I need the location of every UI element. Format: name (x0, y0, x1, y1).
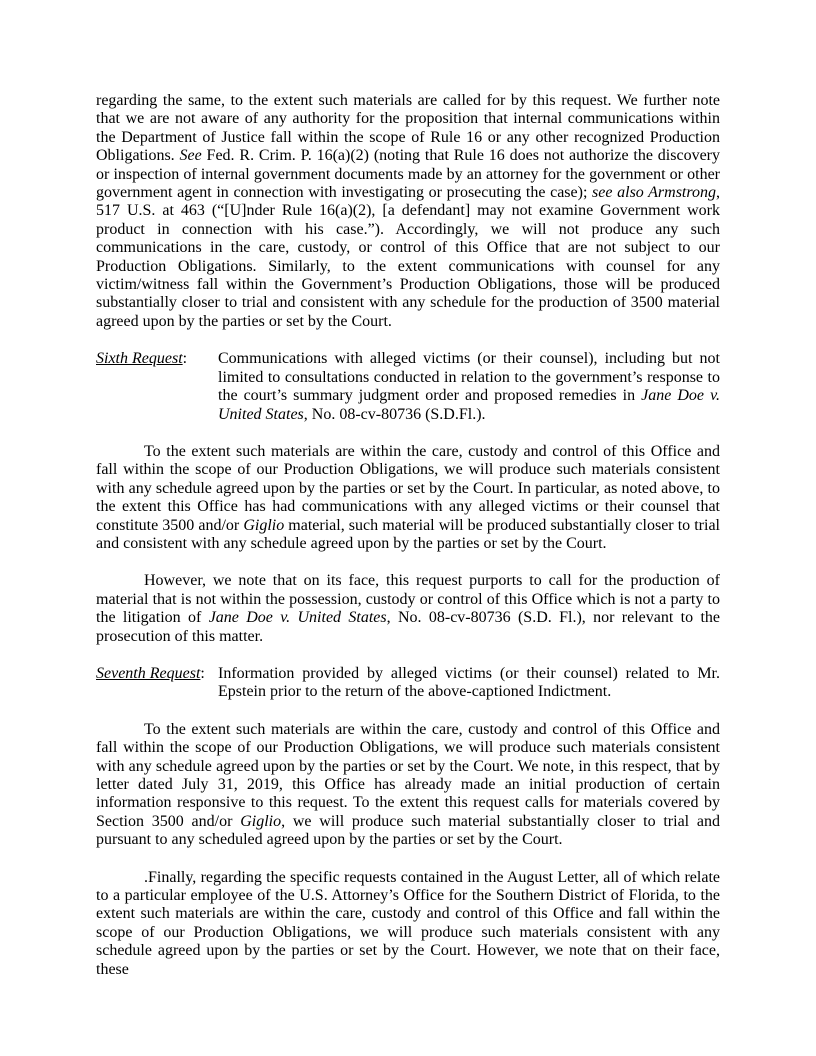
paragraph-august-letter (96, 869, 720, 979)
request-body (218, 665, 720, 702)
text-run: Communications with alleged victims (or their counsel), including but not limited to consultations conducted in relation to the government’s response to the court’s summary judgment order and proposed remedies in (218, 350, 720, 405)
text-run: material, such material will be produced substantially closer to trial and consistent with any schedule agreed upon by the parties or set by the Court. (96, 516, 720, 552)
request-block-seventh (96, 665, 720, 702)
text-run: To the extent such materials are within the care, custody and control of this Office and fall within the scope of our Production Obligations, we will produce such materials consistent with any schedule agreed upon by the parties or set by the Court. We note, in this respect, that by letter dated July 31, 2019, this Office has already made an initial production of certain information responsive to this request. To the extent this request calls for materials covered by Section 3500 and/or (96, 720, 720, 830)
text-run: Information provided by alleged victims (or their counsel) related to Mr. Epstein prior to the return of the above-captioned Indictment. (218, 664, 720, 701)
text-run: regarding the same, to the extent such materials are called for by this request. We further note that we are not aware of any authority for the proposition that internal communications within the Department of Justice fall within the scope of Rule 16 or any other recognized Production Obligations. (96, 92, 720, 165)
text-run: See (179, 147, 202, 165)
request-label-text: Seventh Request (96, 664, 201, 682)
text-run: Jane Doe v. United States (218, 387, 720, 423)
request-label-colon: : (182, 350, 188, 368)
text-run: , 517 U.S. at 463 (“[U]nder Rule 16(a)(2), [a defendant] may not examine Government work product in connection with his case.”). Accordingly, we will not produce any such communications in the care, custody, or control of this Office that are not subject to our Production Obligations. Similarly, to the extent communications with counsel for any victim/witness fall within the Government’s Production Obligations, those will be produced substantially closer to trial and consistent with any schedule for the production of 3500 material agreed upon by the parties or set by the Court. (96, 184, 720, 330)
text-run: , No. 08-cv-80736 (S.D.Fl.). (303, 405, 486, 423)
text-run: However, we note that on its face, this request purports to call for the production of material that is not within the possession, custody or control of this Office which is not a party to the litigation of (96, 572, 720, 627)
request-label (96, 350, 187, 368)
text-run: .Finally, regarding the specific requests contained in the August Letter, all of which relate to a particular employee of the U.S. Attorney’s Office for the Southern District of Florida, to the extent such materials are within the care, custody and control of this Office and fall within the scope of our Production Obligations, we will produce such materials consistent with any schedule agreed upon by the parties or set by the Court. However, we note that on their face, these (96, 868, 720, 978)
request-label-colon: : (200, 664, 205, 682)
request-label-text: Sixth Request (96, 350, 183, 368)
paragraph-sixth-response-1 (96, 443, 720, 553)
text-run: Fed. R. Crim. P. 16(a)(2) (noting that Rule 16 does not authorize the discovery or inspection of internal government documents made by an attorney for the government or other government agent in connection with investigating or prosecuting the case); (96, 147, 721, 202)
request-body (218, 350, 720, 424)
text-run: Jane Doe v. United States (208, 609, 387, 627)
paragraph-seventh-response (96, 721, 720, 850)
text-run: Giglio (243, 516, 285, 534)
paragraph-sixth-response-2 (96, 572, 720, 646)
text-run: see also Armstrong (592, 184, 716, 202)
text-run: To the extent such materials are within the care, custody and control of this Office and fall within the scope of our Production Obligations, we will produce such materials consistent with any schedule agreed upon by the parties or set by the Court. In particular, as noted above, to the extent this Office has had communications with any alleged victims or their counsel that constitute 3500 and/or (96, 442, 720, 534)
request-label (96, 665, 205, 683)
paragraph-continuation (96, 92, 720, 331)
text-run: Giglio (240, 812, 282, 830)
text-run: , we will produce such material substantially closer to trial and pursuant to any scheduled agreed upon by the parties or set by the Court. (96, 812, 721, 849)
text-run: , No. 08-cv-80736 (S.D. Fl.), nor relevant to the prosecution of this matter. (96, 609, 721, 645)
request-block-sixth (96, 350, 720, 424)
